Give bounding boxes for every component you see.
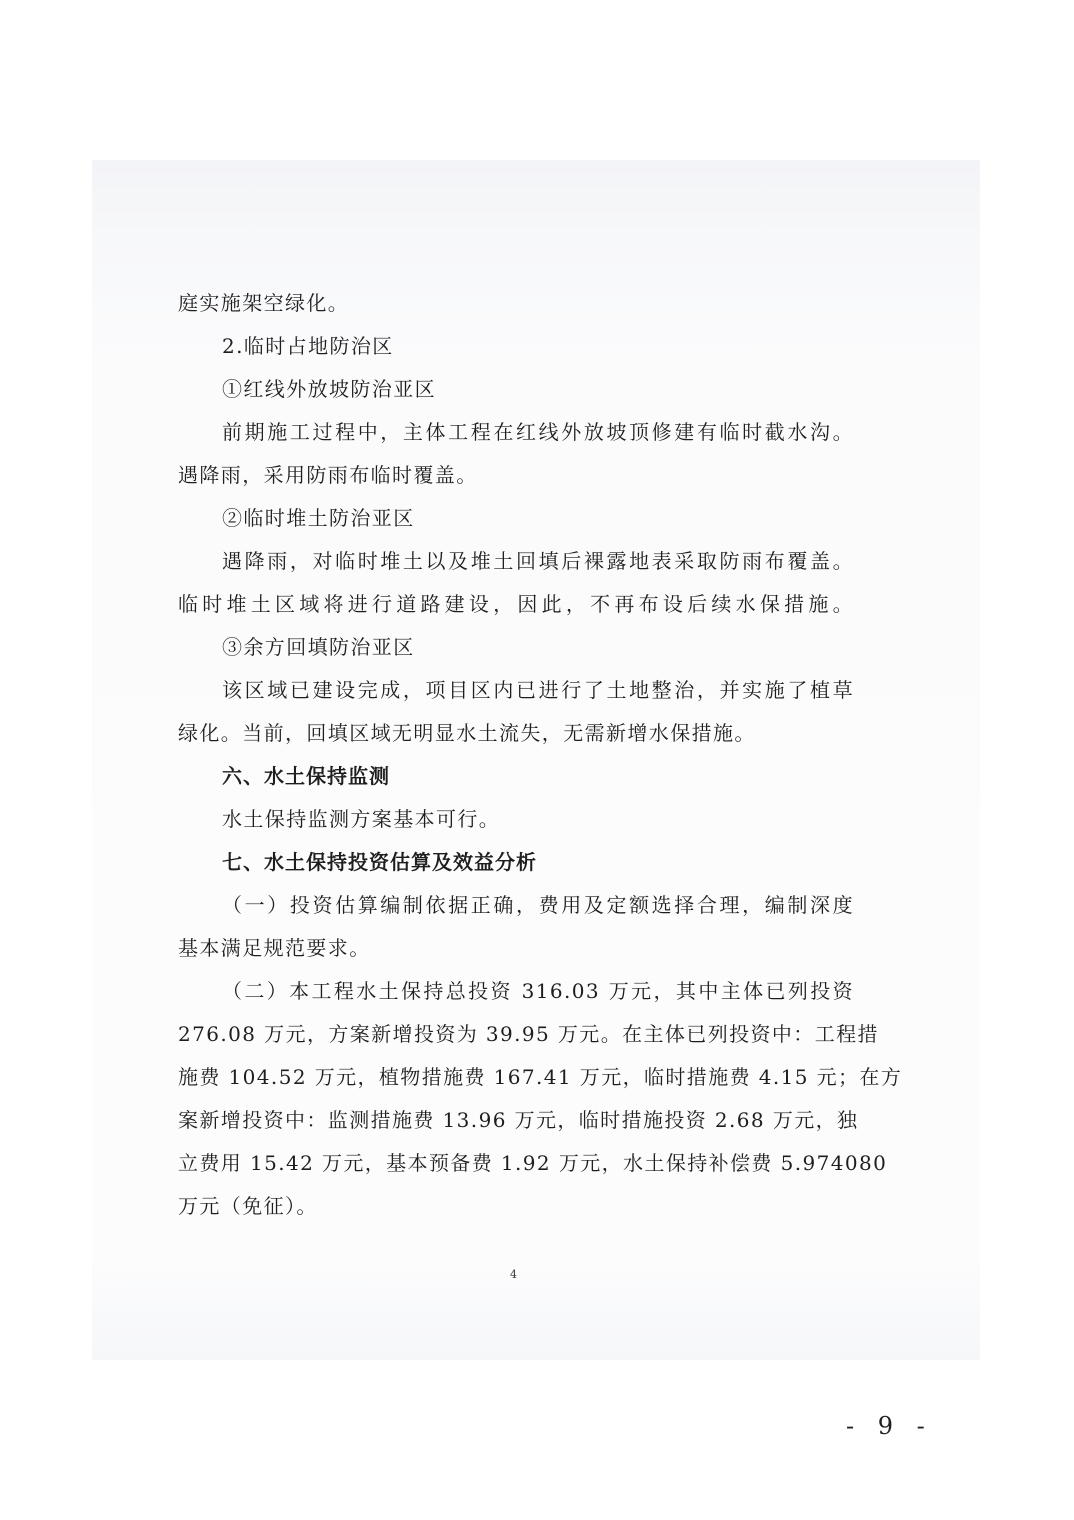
paragraph-line: 遇降雨，对临时堆土以及堆土回填后裸露地表采取防雨布覆盖。	[222, 549, 854, 573]
chapter-heading: 六、水土保持监测	[222, 764, 390, 788]
paragraph-line: 庭实施架空绿化。	[178, 291, 350, 315]
paragraph-line: 前期施工过程中，主体工程在红线外放坡顶修建有临时截水沟。	[222, 420, 854, 444]
paragraph-line: 276.08 万元，方案新增投资为 39.95 万元。在主体已列投资中：工程措	[178, 1022, 879, 1046]
paragraph-line: 施费 104.52 万元，植物措施费 167.41 万元，临时措施费 4.15 元；在方	[178, 1065, 903, 1089]
subsection-heading: ②临时堆土防治亚区	[222, 506, 415, 530]
paragraph-line: 立费用 15.42 万元，基本预备费 1.92 万元，水土保持补偿费 5.974080	[178, 1151, 888, 1175]
paragraph-line: 该区域已建设完成，项目区内已进行了土地整治，并实施了植草	[222, 678, 854, 702]
paragraph-line: 临时堆土区域将进行道路建设，因此，不再布设后续水保措施。	[178, 592, 854, 616]
paragraph-line: 案新增投资中：监测措施费 13.96 万元，临时措施投资 2.68 万元，独	[178, 1108, 859, 1132]
paragraph-line: 水土保持监测方案基本可行。	[222, 807, 501, 831]
subsection-heading: ①红线外放坡防治亚区	[222, 377, 436, 401]
paragraph-line: 遇降雨，采用防雨布临时覆盖。	[178, 463, 478, 487]
chapter-heading: 七、水土保持投资估算及效益分析	[222, 850, 537, 874]
paragraph-line: （二）本工程水土保持总投资 316.03 万元，其中主体已列投资	[222, 979, 854, 1003]
paragraph-line: （一）投资估算编制依据正确，费用及定额选择合理，编制深度	[222, 893, 854, 917]
section-heading: 2.临时占地防治区	[222, 334, 394, 358]
paragraph-line: 绿化。当前，回填区域无明显水土流失，无需新增水保措施。	[178, 721, 756, 745]
paragraph-line: 万元（免征）。	[178, 1194, 318, 1218]
inner-page-number: 4	[510, 1268, 517, 1281]
paragraph-line: 基本满足规范要求。	[178, 936, 371, 960]
subsection-heading: ③余方回填防治亚区	[222, 635, 415, 659]
document-body	[178, 282, 903, 1228]
page-number: - 9 -	[846, 1412, 933, 1440]
